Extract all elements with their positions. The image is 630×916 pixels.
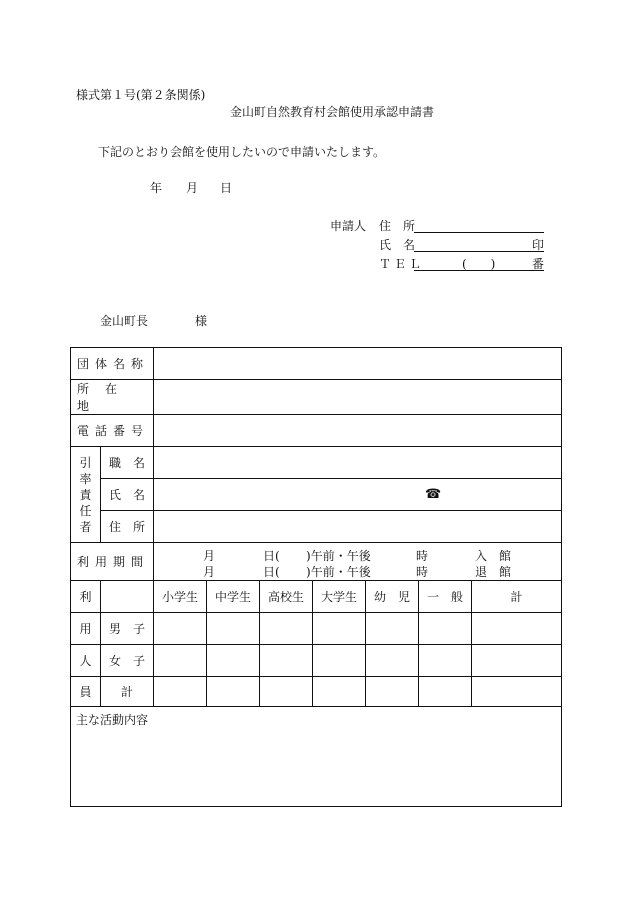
- group-name-field[interactable]: [154, 348, 562, 380]
- count-cell[interactable]: [260, 613, 313, 645]
- applicant-name-line[interactable]: [414, 251, 544, 252]
- period-exit: 退 館: [475, 564, 512, 579]
- leader-name-label: 氏 名: [101, 479, 154, 511]
- addressee-name: 金山町長: [100, 314, 149, 328]
- applicant-address-line[interactable]: [414, 232, 544, 233]
- activities-row: [71, 707, 562, 807]
- count-cell[interactable]: [419, 645, 472, 677]
- column-header: 小学生: [154, 581, 207, 613]
- date-month: 月: [186, 181, 199, 195]
- column-header: 一 般: [419, 581, 472, 613]
- form-number: 様式第１号(第２条関係): [76, 88, 206, 102]
- applicant-name-label: 氏 名: [379, 238, 416, 252]
- count-cell[interactable]: [472, 613, 562, 645]
- date-year: 年: [150, 181, 163, 195]
- count-cell[interactable]: [472, 645, 562, 677]
- telephone-icon: ☎: [425, 487, 442, 502]
- users-char: 人: [71, 645, 101, 677]
- count-cell[interactable]: [313, 677, 366, 707]
- period-label: 利用期間: [71, 543, 154, 581]
- users-char: 用: [71, 613, 101, 645]
- tel-suffix: 番: [532, 257, 545, 271]
- table-row: [71, 645, 562, 677]
- leader-char: 任: [79, 503, 92, 518]
- count-cell[interactable]: [207, 613, 260, 645]
- count-cell[interactable]: [154, 645, 207, 677]
- column-header: 幼 児: [366, 581, 419, 613]
- period-out-month: 月: [203, 564, 216, 579]
- period-in-ampm: )午前・午後: [306, 548, 371, 563]
- users-header-row: [71, 581, 562, 613]
- leader-address-field[interactable]: [154, 511, 562, 543]
- period-enter: 入 館: [475, 548, 512, 563]
- period-field[interactable]: [154, 543, 562, 581]
- leader-char: 者: [79, 519, 92, 534]
- group-name-row: [71, 348, 562, 380]
- applicant-label: 申請人: [330, 219, 367, 233]
- column-header: 計: [472, 581, 562, 613]
- count-cell[interactable]: [366, 677, 419, 707]
- count-cell[interactable]: [366, 645, 419, 677]
- activities-field[interactable]: [71, 707, 562, 807]
- date-day: 日: [220, 181, 233, 195]
- table-row: [71, 613, 562, 645]
- location-field[interactable]: [154, 380, 562, 415]
- row-header: 男 子: [101, 613, 154, 645]
- application-form-table: [70, 347, 562, 807]
- count-cell[interactable]: [260, 677, 313, 707]
- seal-mark: 印: [532, 238, 545, 252]
- leader-title-field[interactable]: [154, 447, 562, 479]
- leader-group-label: [71, 447, 101, 543]
- period-in-day: 日(: [263, 548, 280, 563]
- count-cell[interactable]: [207, 645, 260, 677]
- phone-label: 電話番号: [71, 415, 154, 447]
- leader-name-field[interactable]: [154, 479, 562, 511]
- phone-row: [71, 415, 562, 447]
- column-header: 大学生: [313, 581, 366, 613]
- activities-label: 主な活動内容: [76, 713, 149, 727]
- count-cell[interactable]: [154, 613, 207, 645]
- period-out-day: 日(: [263, 564, 280, 579]
- row-header: 計: [101, 677, 154, 707]
- applicant-address-label: 住 所: [379, 219, 416, 233]
- leader-char: 責: [79, 487, 92, 502]
- row-header: 女 子: [101, 645, 154, 677]
- group-name-label: 団体名称: [71, 348, 154, 380]
- count-cell[interactable]: [419, 677, 472, 707]
- count-cell[interactable]: [419, 613, 472, 645]
- intro-text: 下記のとおり会館を使用したいので申請いたします。: [98, 145, 386, 159]
- location-row: [71, 380, 562, 415]
- users-corner-cell: [101, 581, 154, 613]
- count-cell[interactable]: [313, 613, 366, 645]
- leader-title-row: [71, 447, 562, 479]
- table-row: [71, 677, 562, 707]
- period-row: [71, 543, 562, 581]
- phone-field[interactable]: [154, 415, 562, 447]
- count-cell[interactable]: [472, 677, 562, 707]
- count-cell[interactable]: [260, 645, 313, 677]
- leader-title-label: 職 名: [101, 447, 154, 479]
- count-cell[interactable]: [154, 677, 207, 707]
- period-in-hour: 時: [416, 548, 429, 563]
- leader-name-row: [71, 479, 562, 511]
- document-title: 金山町自然教育村会館使用承認申請書: [230, 105, 435, 119]
- tel-label: ＴＥＬ: [379, 257, 425, 271]
- period-in-month: 月: [203, 548, 216, 563]
- users-char: 員: [71, 677, 101, 707]
- period-out-hour: 時: [416, 564, 429, 579]
- leader-char: 率: [79, 471, 92, 486]
- leader-address-row: [71, 511, 562, 543]
- location-label: 所在地: [71, 380, 154, 415]
- column-header: 高校生: [260, 581, 313, 613]
- addressee-honorific: 様: [195, 314, 208, 328]
- users-char: 利: [71, 581, 101, 613]
- leader-char: 引: [79, 455, 92, 470]
- leader-address-label: 住 所: [101, 511, 154, 543]
- count-cell[interactable]: [366, 613, 419, 645]
- period-out-ampm: )午前・午後: [306, 564, 371, 579]
- count-cell[interactable]: [313, 645, 366, 677]
- count-cell[interactable]: [207, 677, 260, 707]
- tel-parens: ( ): [462, 257, 496, 271]
- column-header: 中学生: [207, 581, 260, 613]
